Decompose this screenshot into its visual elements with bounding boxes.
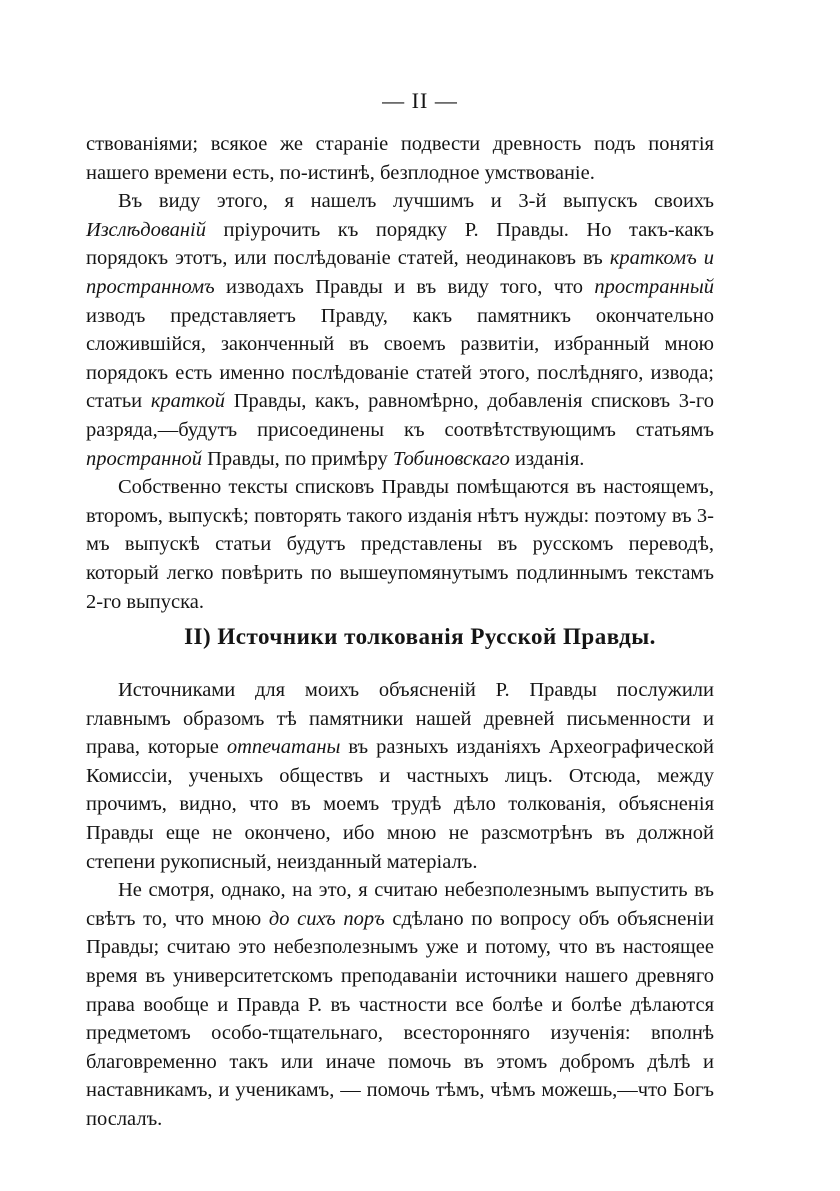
italic-segment: отпечатаны <box>226 736 341 759</box>
italic-segment: Тобиновскаго <box>392 447 510 470</box>
text-segment: изводахъ Правды и въ виду того, что <box>214 275 595 298</box>
text-segment: Правды, какъ, равномѣрно, добавленія списковъ 3-го разряда,—будутъ присоединены къ соотвѣтствующимъ статьямъ <box>86 390 714 441</box>
paragraph-5 <box>86 876 714 1133</box>
italic-segment: до сихъ поръ <box>268 907 385 930</box>
top-text-section <box>86 130 714 616</box>
paragraph-1 <box>86 130 714 187</box>
page-number: — II — <box>382 88 458 113</box>
bottom-text-section <box>86 676 714 1134</box>
text-segment: Правды, по примѣру <box>202 447 393 470</box>
italic-segment: краткомъ и пространномъ <box>86 247 714 298</box>
text-segment: ствованіями; всякое же стараніе подвести древность подъ понятія нашего времени есть, по-истинѣ, безплодное умствованіе. <box>86 133 714 184</box>
italic-segment: пространный <box>594 275 714 298</box>
text-segment: Источниками для моихъ объясненій Р. Правды послужили главнымъ образомъ тѣ памятники нашей древней письменности и права, которые <box>86 679 714 759</box>
italic-segment: Изслѣдованій <box>86 218 206 241</box>
text-segment: Собственно тексты списковъ Правды помѣщаются въ настоящемъ, второмъ, выпускѣ; повторять такого изданія нѣтъ нужды: поэтому въ 3-мъ выпускѣ статьи будутъ представлены въ русскомъ переводѣ, который легко повѣрить по вышеупомянутымъ подлиннымъ текстамъ 2-го выпуска. <box>86 476 714 613</box>
text-segment: Не смотря, однако, на это, я считаю небезполезнымъ выпустить въ свѣтъ то, что мною <box>86 879 714 930</box>
section-heading: II) Источники толкованія Русской Правды. <box>184 624 656 649</box>
paragraph-4 <box>86 676 714 876</box>
italic-segment: краткой <box>150 390 226 413</box>
paragraph-3 <box>86 473 714 616</box>
text-segment: изданія. <box>509 447 585 470</box>
paragraph-2 <box>86 187 714 473</box>
text-segment: пріурочить къ порядку Р. Правды. Но такъ-какъ порядокъ этотъ, или послѣдованіе статей, неодинаковъ въ <box>86 218 714 270</box>
italic-segment: пространной <box>86 447 202 470</box>
text-segment: Въ виду этого, я нашелъ лучшимъ и 3-й выпускъ своихъ <box>118 190 714 213</box>
text-segment: въ разныхъ изданіяхъ Археографической Комиссіи, ученыхъ обществъ и частныхъ лицъ. Отсюда, между прочимъ, видно, что въ моемъ трудѣ дѣло толкованія, объясненія Правды еще не окончено, ибо мною не разсмотрѣнъ въ должной степени рукописный, неизданный матеріалъ. <box>86 736 714 873</box>
text-segment: изводъ представляетъ Правду, какъ памятникъ окончательно сложившійся, законченный въ своемъ развитіи, избранный мною порядокъ есть именно послѣдованіе статей этого, послѣдняго, извода; статьи <box>86 304 714 413</box>
text-segment: сдѣлано по вопросу объ объясненіи Правды; считаю это небезполезнымъ уже и потому, что въ настоящее время въ университетскомъ преподаваніи источники нашего древняго права вообще и Правда Р. въ частности все болѣе и болѣе дѣлаются предметомъ особо-тщательнаго, всесторонняго изученія: вполнѣ благовременно такъ или иначе помочь въ этомъ добромъ дѣлѣ и наставникамъ, и ученикамъ, — помочь тѣмъ, чѣмъ можешь,—что Богъ послалъ. <box>86 907 714 1130</box>
